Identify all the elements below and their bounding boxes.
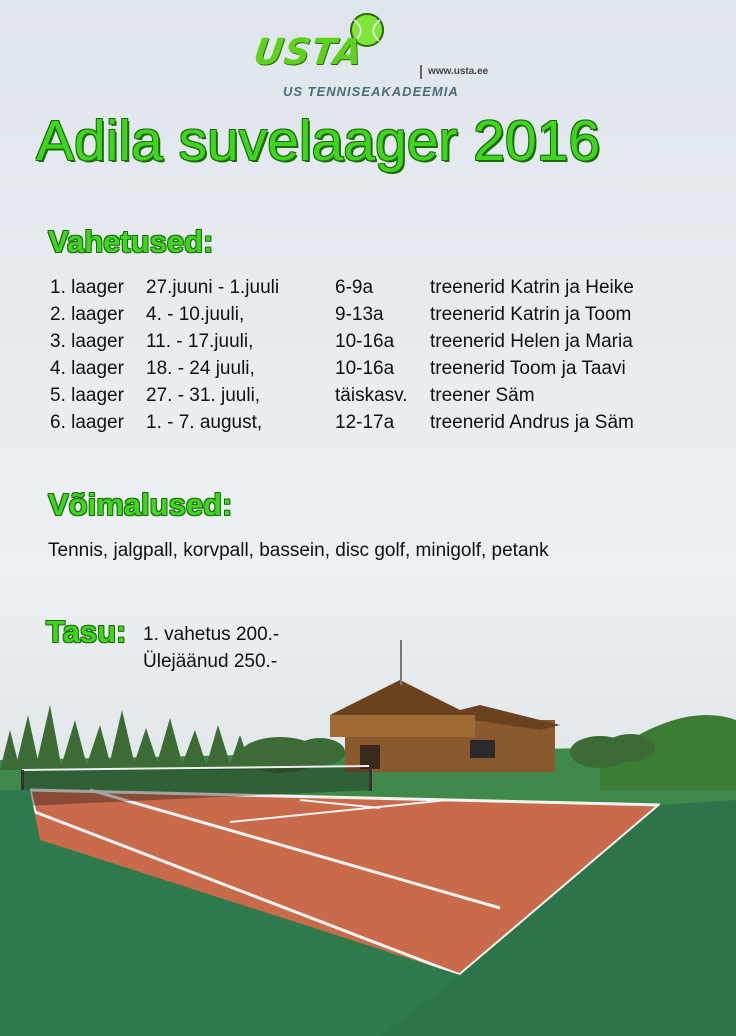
camp-row (0, 304, 736, 330)
camp-row (0, 385, 736, 411)
price-rest: Ülejäänud 250.- (143, 651, 278, 672)
logo-subtitle: US TENNISEAKADEEMIA (283, 84, 459, 99)
camp-dates: 1. - 7. august, (146, 412, 263, 433)
camp-number: 1. laager (50, 277, 124, 298)
logo-brand: USTA (251, 32, 366, 73)
camp-row (0, 277, 736, 303)
camp-age: täiskasv. (335, 385, 408, 406)
camp-coaches: treenerid Katrin ja Heike (430, 277, 634, 298)
camp-number: 5. laager (50, 385, 124, 406)
price-first: 1. vahetus 200.- (143, 624, 280, 645)
camp-row (0, 412, 736, 438)
camp-row (0, 331, 736, 357)
camp-dates: 4. - 10.juuli, (146, 304, 245, 325)
camp-age: 10-16a (335, 358, 395, 379)
voimalused-heading: Võimalused: (48, 487, 233, 522)
camp-dates: 11. - 17.juuli, (146, 331, 254, 352)
camp-dates: 18. - 24 juuli, (146, 358, 255, 379)
camp-number: 6. laager (50, 412, 124, 433)
camp-age: 6-9a (335, 277, 374, 298)
camp-dates: 27.juuni - 1.juuli (146, 277, 280, 298)
page-title: Adila suvelaager 2016 (36, 109, 601, 173)
camp-age: 9-13a (335, 304, 384, 325)
logo-url: www.usta.ee (428, 66, 489, 77)
camp-age: 12-17a (335, 412, 395, 433)
camp-coaches: treenerid Toom ja Taavi (430, 358, 626, 379)
camp-row (0, 358, 736, 384)
camp-number: 2. laager (50, 304, 124, 325)
camp-coaches: treenerid Helen ja Maria (430, 331, 633, 352)
camp-coaches: treenerid Katrin ja Toom (430, 304, 632, 325)
vahetused-heading: Vahetused: (48, 224, 214, 259)
tasu-heading: Tasu: (46, 614, 127, 649)
camp-dates: 27. - 31. juuli, (146, 385, 261, 406)
camp-age: 10-16a (335, 331, 395, 352)
activities-text: Tennis, jalgpall, korvpall, bassein, disc golf, minigolf, petank (48, 540, 549, 561)
camp-coaches: treenerid Andrus ja Säm (430, 412, 634, 433)
camp-number: 3. laager (50, 331, 124, 352)
camp-number: 4. laager (50, 358, 124, 379)
camp-coaches: treener Säm (430, 385, 535, 406)
